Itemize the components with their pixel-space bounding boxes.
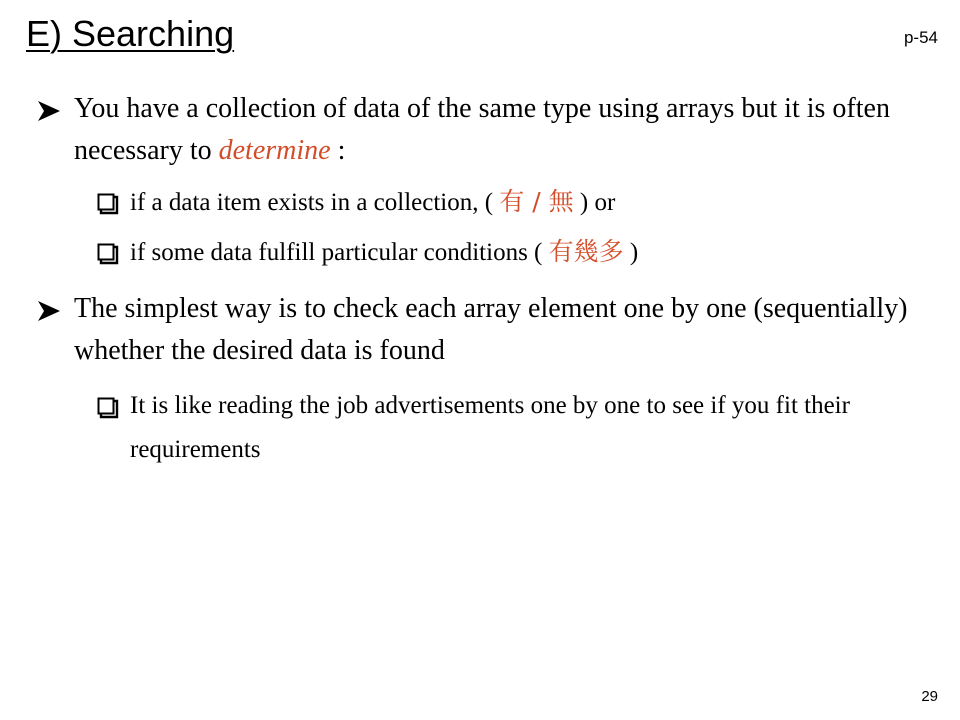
bullet-text-part: : — [330, 135, 346, 166]
checkbox-bullet-icon — [92, 384, 128, 426]
sub-bullet-text — [130, 230, 922, 275]
checkbox-bullet-icon — [92, 230, 128, 272]
checkbox-bullet-icon — [92, 180, 128, 222]
bullet-text-part: if some data fulfill particular conditions ( — [130, 239, 549, 266]
bullet-text-part: ) or — [573, 189, 616, 216]
arrowhead-bullet-icon — [34, 88, 70, 130]
arrowhead-bullet-icon — [34, 288, 70, 330]
cjk-annotation: 有 / 無 — [499, 187, 574, 216]
sub-bullet-text: It is like reading the job advertisements one by one to see if you fit their requirements — [130, 392, 850, 463]
bullet-text-part: You have a collection of data of the same type using arrays but it is often necessary to — [74, 93, 890, 166]
slide-number: 29 — [921, 688, 938, 705]
bullet-item — [34, 88, 924, 172]
page-reference: p-54 — [903, 28, 938, 47]
emphasis-text: determine — [218, 135, 331, 166]
sub-bullet-item — [92, 180, 922, 225]
bullet-text: The simplest way is to check each array element one by one (sequentially) whether the desired data is found — [74, 293, 908, 366]
slide-title: E) Searching — [26, 13, 235, 54]
bullet-text-part: if a data item exists in a collection, ( — [130, 189, 500, 216]
cjk-annotation: 有幾多 — [548, 237, 624, 266]
bullet-item — [34, 288, 924, 372]
sub-bullet-text — [130, 180, 922, 225]
sub-bullet-item — [92, 230, 922, 275]
sub-bullet-item — [92, 384, 922, 472]
bullet-text-part: ) — [623, 239, 639, 266]
bullet-text — [74, 88, 924, 172]
